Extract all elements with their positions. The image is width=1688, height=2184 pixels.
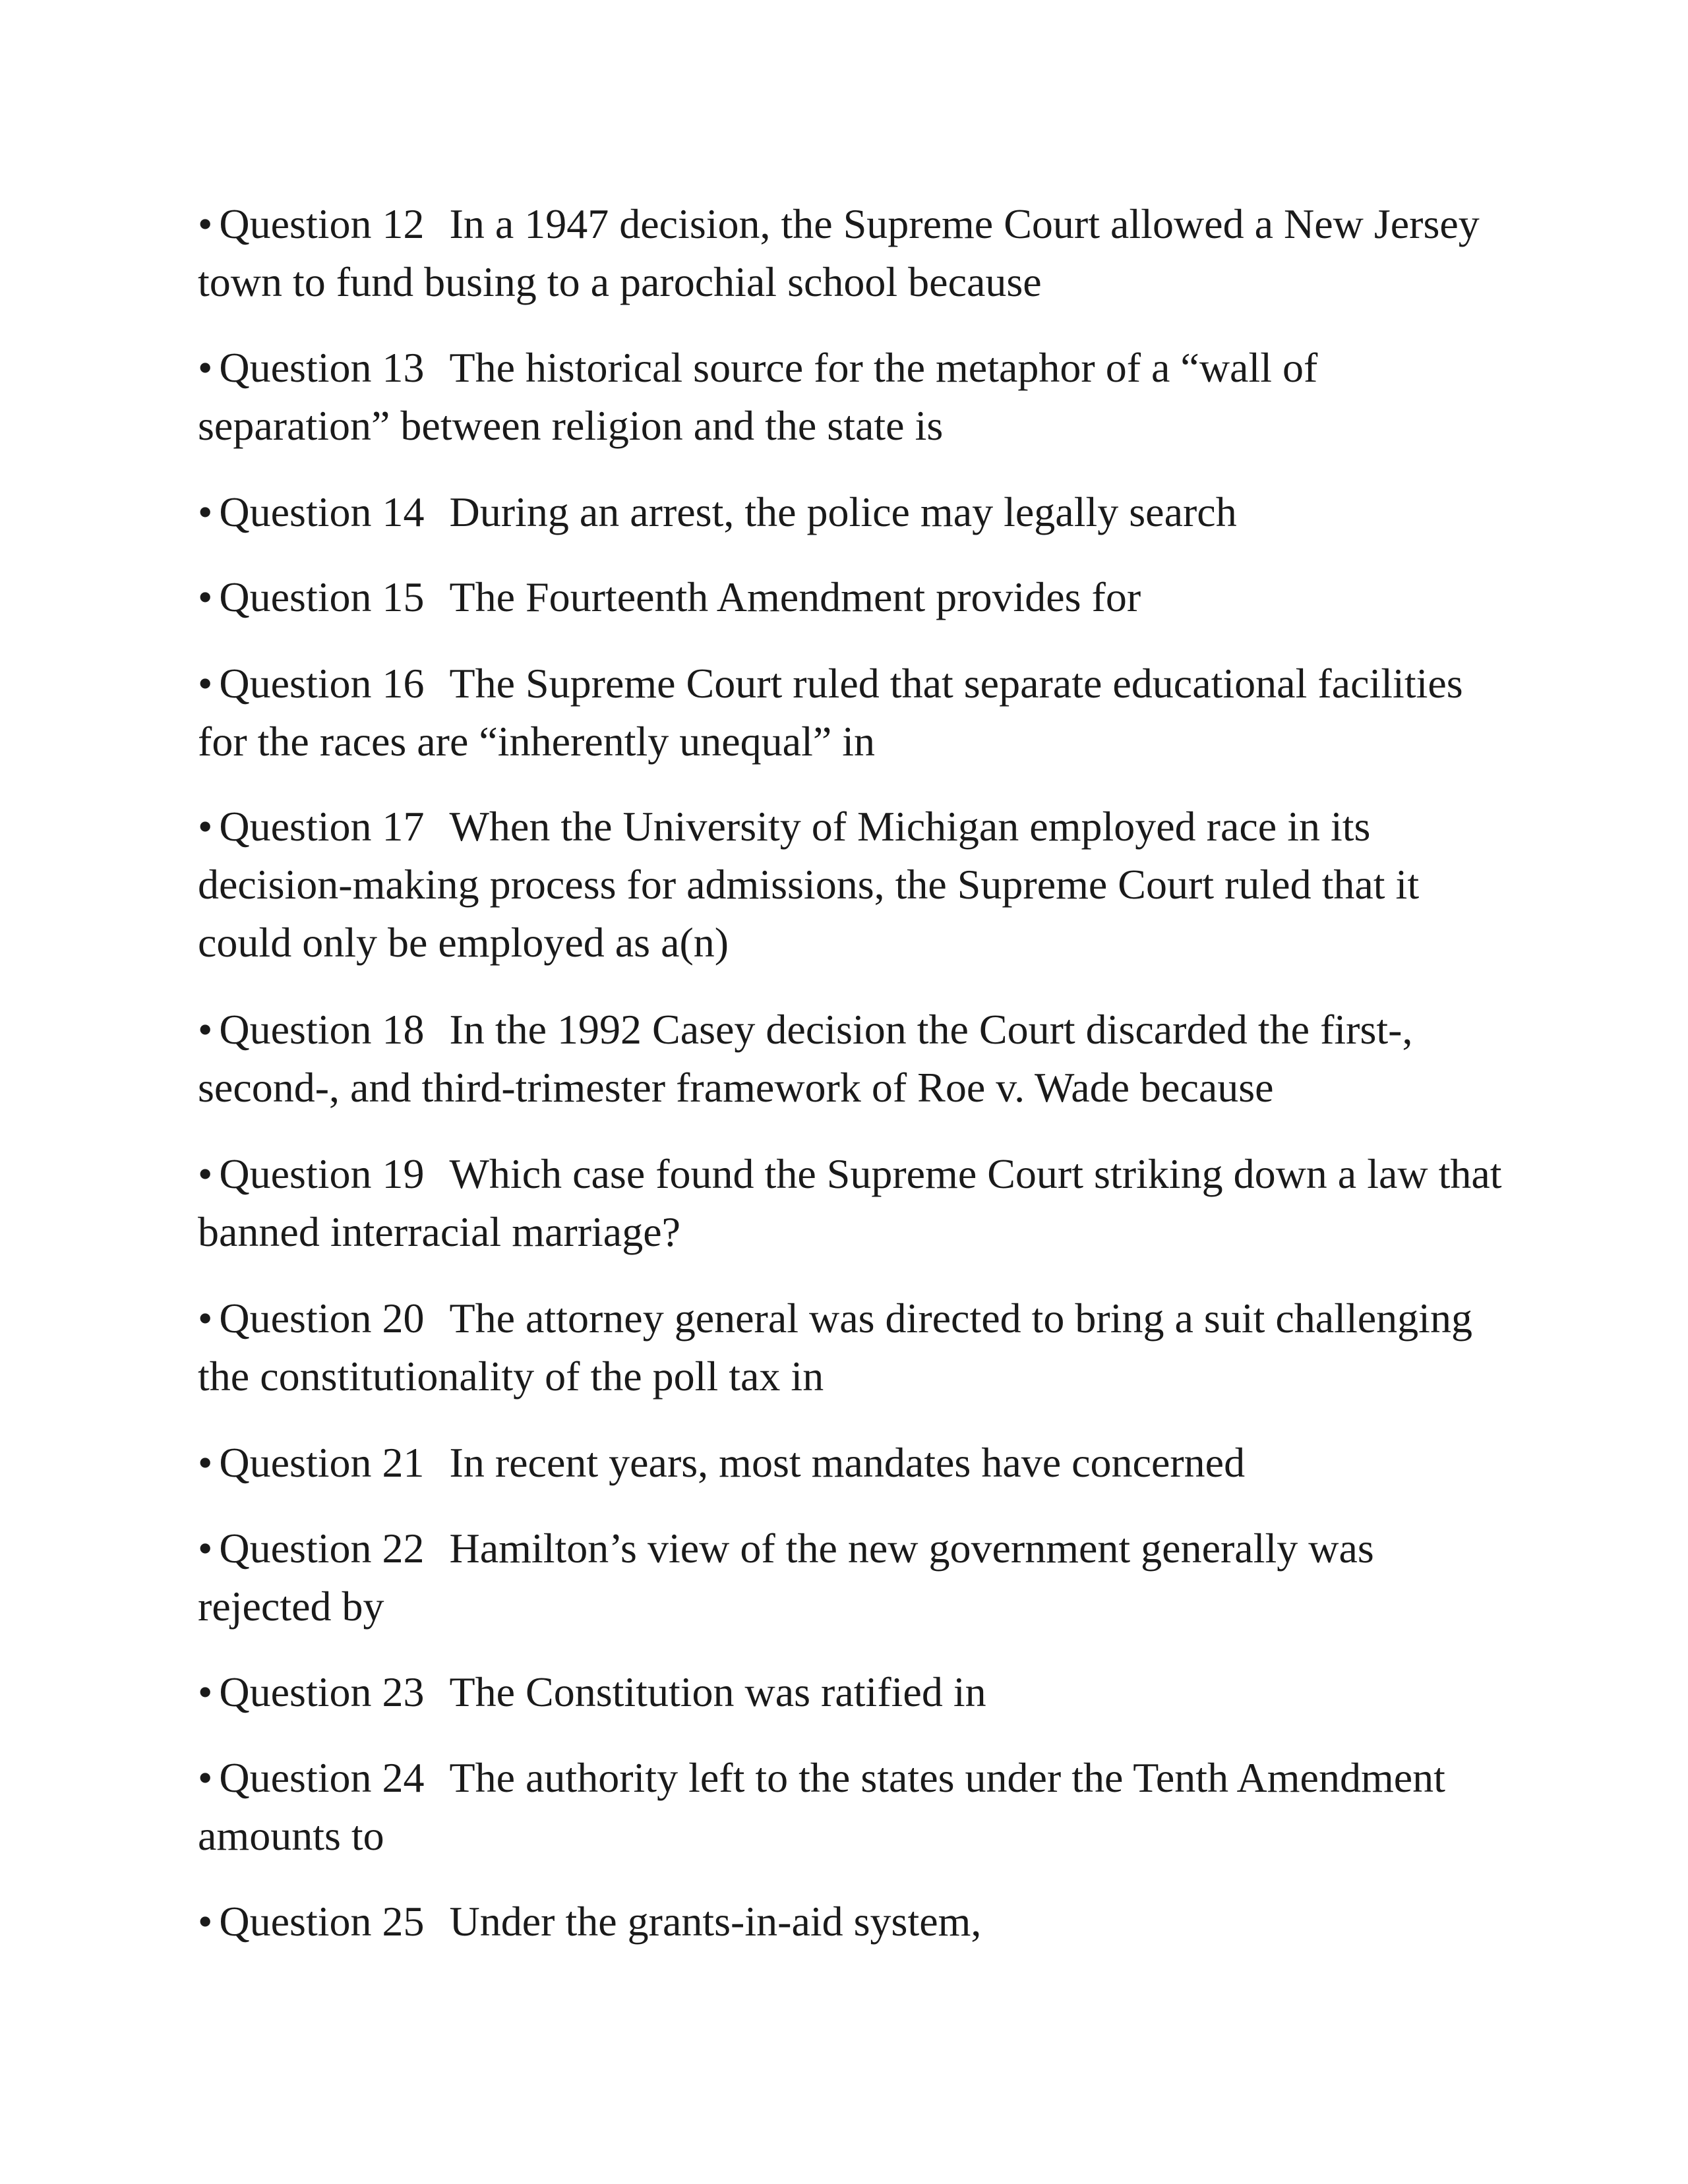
question-number: Question 12 [219,200,425,247]
question-number: Question 21 [219,1439,425,1486]
question-text: In recent years, most mandates have concerned [449,1439,1246,1486]
bullet: • [198,1150,213,1197]
bullet: • [198,660,213,707]
question-text: The Supreme Court ruled that separate educational facilities for the races are “inherently unequal” in [198,660,1463,765]
question-item-18 [198,1001,1510,1117]
question-text: In a 1947 decision, the Supreme Court allowed a New Jersey town to fund busing to a parochial school because [198,200,1480,305]
question-item-16 [198,655,1510,771]
question-text: The authority left to the states under the Tenth Amendment amounts to [198,1754,1445,1859]
question-text: When the University of Michigan employed race in its decision-making process for admissions, the Supreme Court ruled that it could only be employed as a(n) [198,803,1420,966]
question-text: Hamilton’s view of the new government generally was rejected by [198,1525,1374,1630]
question-number: Question 20 [219,1295,425,1342]
question-number: Question 17 [219,803,425,850]
question-item-25 [198,1893,1510,1951]
bullet: • [198,1668,213,1715]
question-number: Question 16 [219,660,425,707]
question-number: Question 13 [219,344,425,391]
question-text: The Constitution was ratified in [449,1668,986,1715]
bullet: • [198,1295,213,1342]
question-text: Which case found the Supreme Court striking down a law that banned interracial marriage? [198,1150,1502,1255]
question-item-23 [198,1663,1510,1721]
question-item-15 [198,568,1510,626]
bullet: • [198,200,213,247]
bullet: • [198,1898,213,1945]
bullet: • [198,1525,213,1572]
question-number: Question 19 [219,1150,425,1197]
question-number: Question 25 [219,1898,425,1945]
question-text: The attorney general was directed to bring a suit challenging the constitutionality of the poll tax in [198,1295,1472,1400]
bullet: • [198,574,213,620]
bullet: • [198,488,213,535]
question-item-13 [198,339,1510,455]
bullet: • [198,344,213,391]
question-item-19 [198,1145,1510,1261]
bullet: • [198,803,213,850]
question-text: In the 1992 Casey decision the Court discarded the first-, second-, and third-trimester framework of Roe v. Wade because [198,1006,1413,1111]
question-number: Question 22 [219,1525,425,1572]
question-number: Question 18 [219,1006,425,1053]
bullet: • [198,1754,213,1801]
question-text: Under the grants-in-aid system, [449,1898,982,1945]
question-number: Question 23 [219,1668,425,1715]
question-text: During an arrest, the police may legally search [449,488,1237,535]
bullet: • [198,1006,213,1053]
question-item-22 [198,1520,1510,1636]
question-number: Question 15 [219,574,425,620]
question-item-12 [198,195,1510,311]
question-item-20 [198,1289,1510,1405]
question-item-17 [198,798,1510,972]
question-text: The Fourteenth Amendment provides for [449,574,1141,620]
question-item-14 [198,483,1510,541]
question-number: Question 14 [219,488,425,535]
bullet: • [198,1439,213,1486]
question-number: Question 24 [219,1754,425,1801]
question-item-21 [198,1434,1510,1492]
question-text: The historical source for the metaphor of a “wall of separation” between religion and the state is [198,344,1318,449]
question-item-24 [198,1749,1510,1865]
